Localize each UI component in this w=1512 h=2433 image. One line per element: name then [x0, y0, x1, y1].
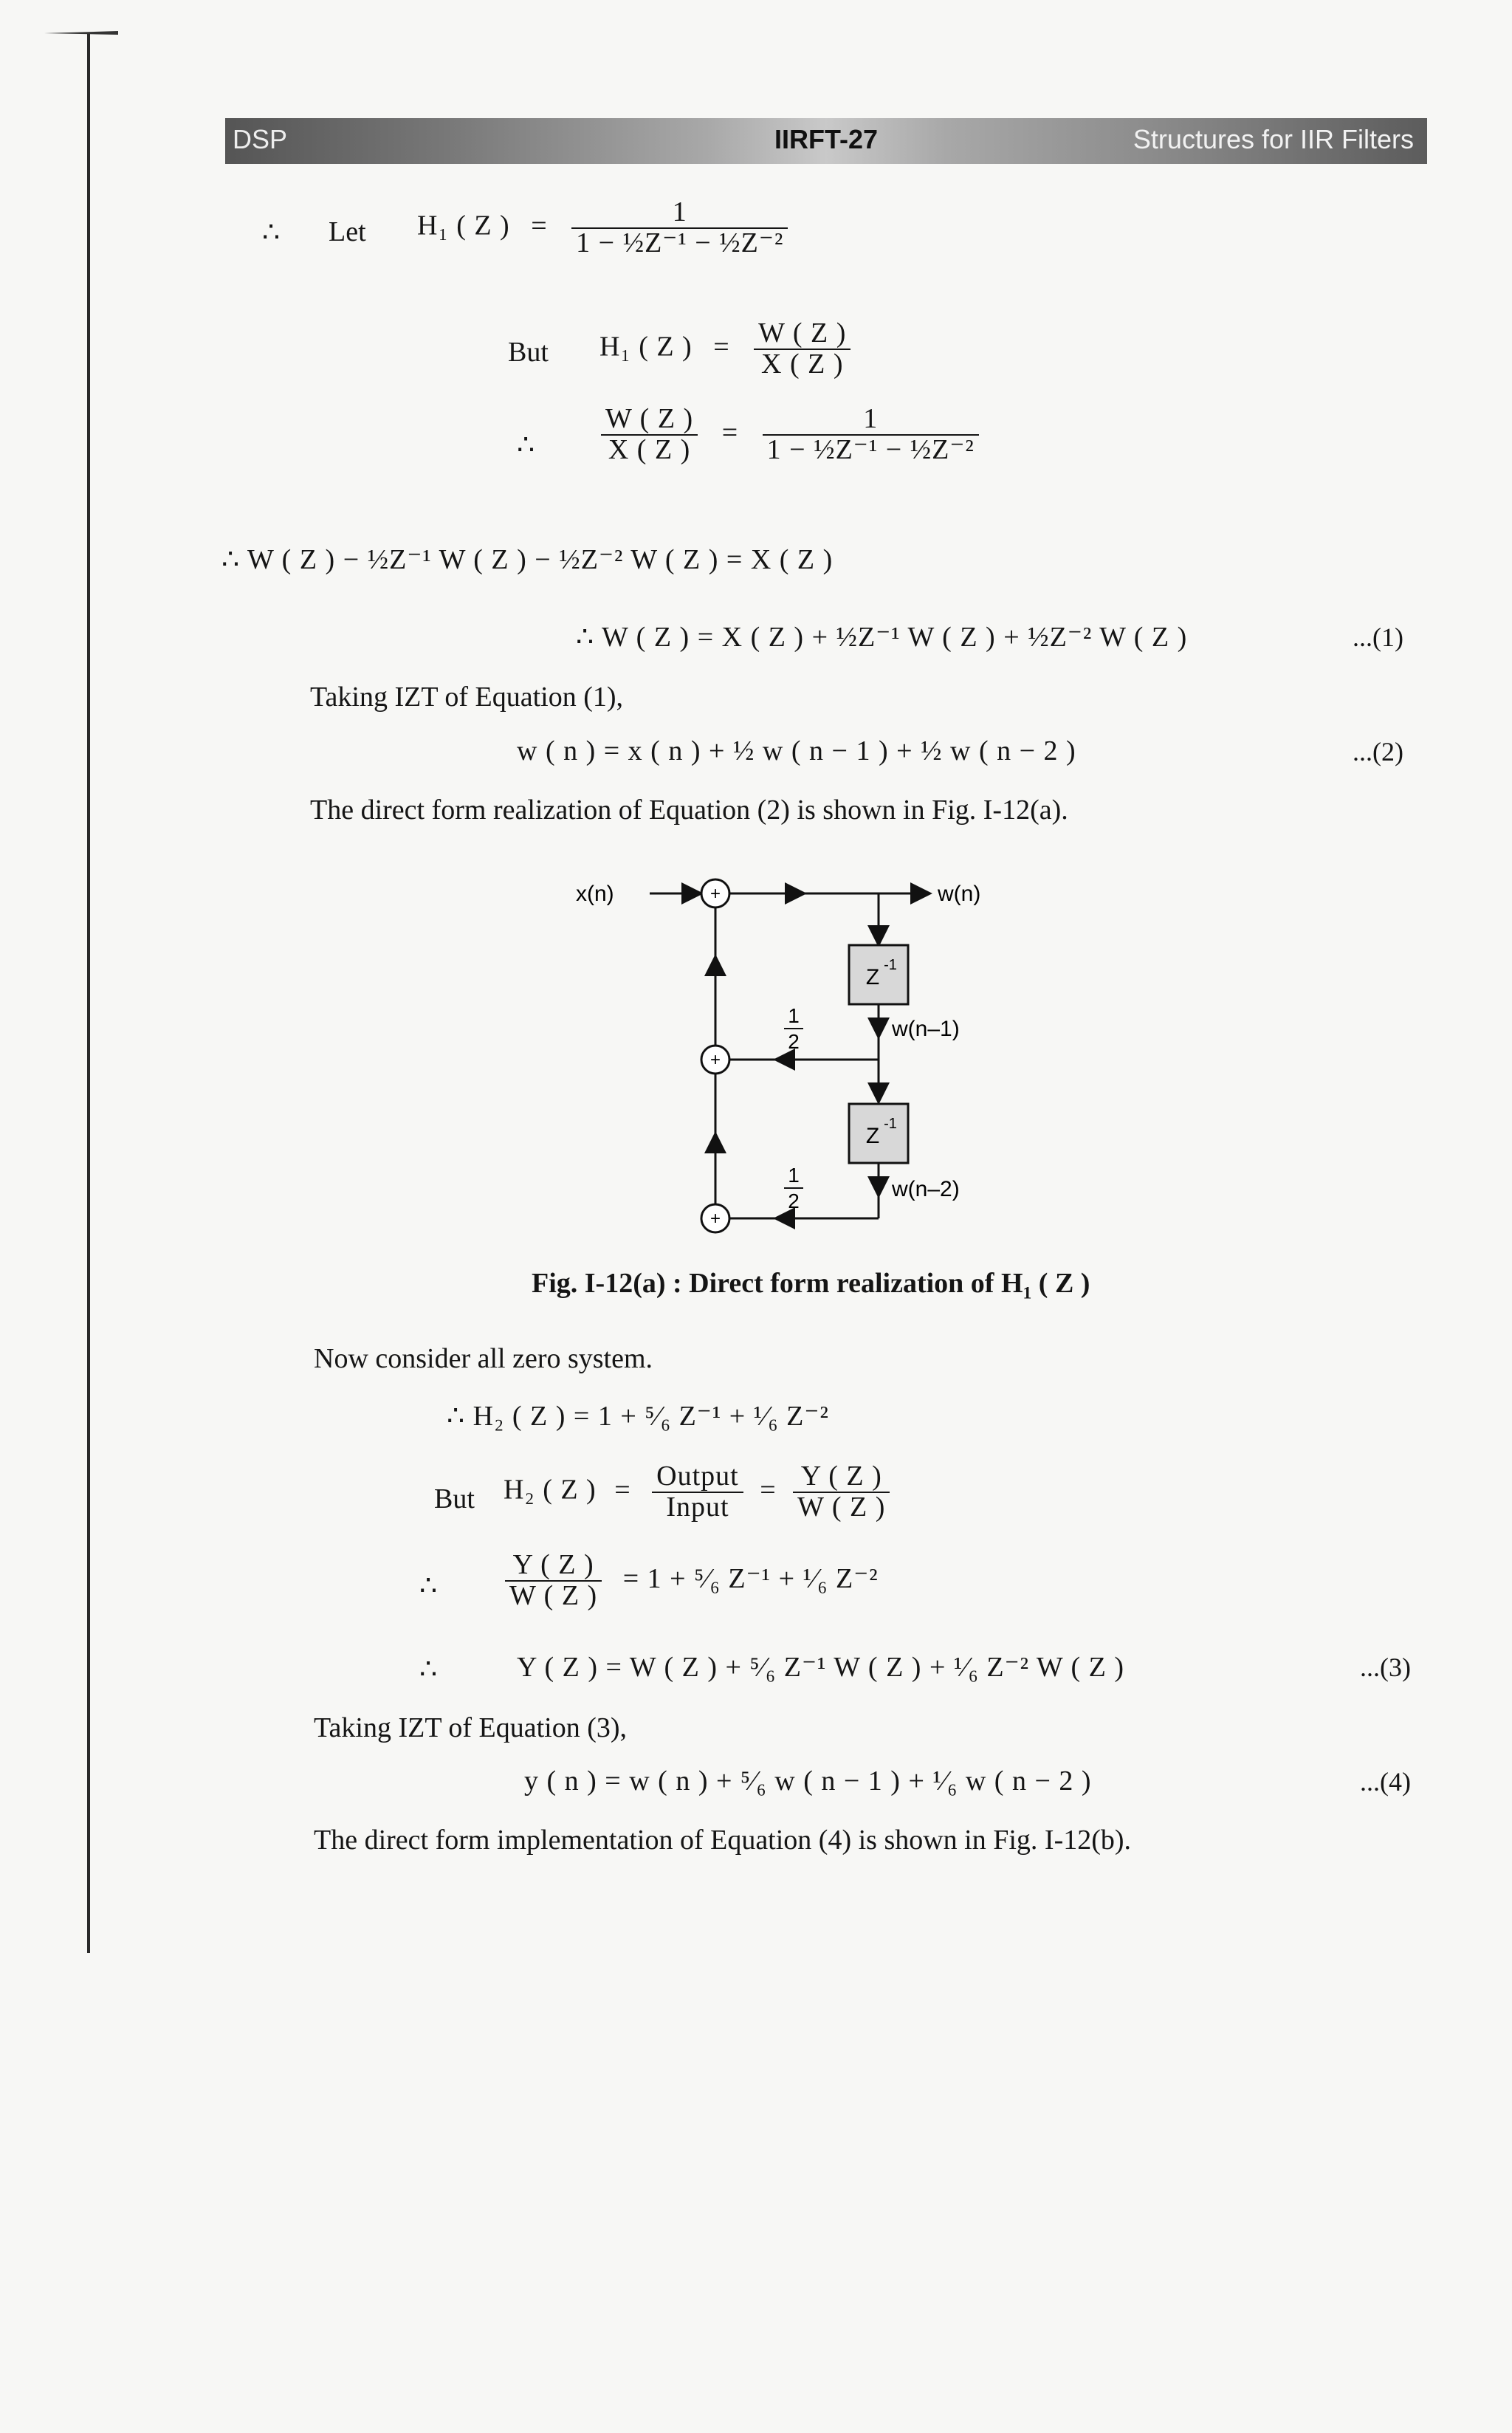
izt-text-1: Taking IZT of Equation (1),: [310, 682, 624, 713]
h1-definition: H₁ ( Z ) = $\frac{1}{\text{1 − ½Z⁻¹ − ½Z⁻²}}$: [417, 198, 791, 258]
svg-text:1: 1: [788, 1004, 800, 1027]
gain-half-2: [784, 1164, 803, 1212]
wz-denominator: W ( Z ): [509, 1579, 598, 1611]
equation-1: ∴ W ( Z ) = X ( Z ) + ½Z⁻¹ W ( Z ) + ½Z⁻² W ( Z ): [576, 622, 1188, 653]
ratio-denominator: X ( Z ): [608, 433, 691, 465]
direct-form-diagram: [568, 860, 1011, 1259]
h1-lhs: H₁ ( Z ): [417, 210, 510, 241]
but-label-1: But: [508, 337, 549, 368]
therefore-symbol-4: ∴: [419, 1654, 438, 1685]
header-page-number: IIRFT-27: [774, 124, 879, 154]
svg-text:+: +: [709, 1050, 721, 1070]
therefore-symbol-2: ∴: [517, 430, 535, 461]
input-label: Input: [666, 1491, 729, 1523]
h2-definition: ∴ H₂ ( Z ) = 1 + ⁵⁄₆ Z⁻¹ + ¹⁄₆ Z⁻²: [447, 1401, 829, 1432]
w-denominator: W ( Z ): [797, 1491, 886, 1523]
h1-denominator: 1 − ½Z⁻¹ − ½Z⁻²: [576, 227, 784, 258]
adder-top: [701, 879, 729, 907]
svg-text:1: 1: [788, 1164, 800, 1187]
y-over-w: [793, 1462, 890, 1523]
figure-caption: [532, 1267, 1090, 1304]
caption-tail: ( Z ): [1031, 1268, 1090, 1299]
delay-block-2: [849, 1104, 908, 1163]
equation-4-number: ...(4): [1360, 1767, 1411, 1797]
transfer-ratio-eq: $\frac{W ( Z )}{X ( Z )}$ = $\frac{1}{\text{1 − ½Z⁻¹ − ½Z⁻²}}$: [598, 405, 982, 465]
w-numerator: W ( Z ): [754, 319, 850, 350]
let-label: Let: [329, 216, 366, 247]
label-w-n-1: w(n–1): [892, 1017, 960, 1041]
h2-lhs: H₂ ( Z ): [504, 1474, 597, 1506]
h1-numerator: 1: [571, 198, 788, 229]
h1-ratio-lhs: H₁ ( Z ): [599, 331, 693, 363]
but-label-2: But: [434, 1483, 475, 1514]
equation-3-number: ...(3): [1360, 1653, 1411, 1682]
svg-text:2: 2: [788, 1030, 800, 1053]
x-denominator: X ( Z ): [761, 348, 844, 380]
ratio-numerator: W ( Z ): [601, 405, 698, 436]
h2-ratio-def: H₂ ( Z ) = $\frac{\text{Output}}{\text{Input}}$ = $\frac{Y ( Z )}{W ( Z )}$: [504, 1462, 893, 1523]
equation-1-number: ...(1): [1353, 622, 1403, 652]
label-w-n-2: w(n–2): [892, 1177, 960, 1201]
svg-text:Z: Z: [865, 1124, 880, 1148]
yz-numerator: Y ( Z ): [505, 1551, 602, 1582]
y-numerator: Y ( Z ): [793, 1462, 890, 1493]
header-right: Structures for IIR Filters: [1133, 124, 1414, 154]
adder-middle: [701, 1046, 729, 1074]
binding-mark: [44, 28, 118, 38]
gain-half-1: [784, 1004, 803, 1053]
therefore-symbol-3: ∴: [419, 1571, 438, 1602]
running-header: [225, 118, 1427, 164]
paragraph-1: The direct form realization of Equation (2) is shown in Fig. I-12(a).: [310, 795, 1068, 826]
svg-text:-1: -1: [884, 957, 897, 973]
caption-subscript: 1: [1023, 1283, 1032, 1303]
expanded-equation: ∴ W ( Z ) − ½Z⁻¹ W ( Z ) − ½Z⁻² W ( Z ) = X ( Z ): [221, 544, 834, 575]
header-left: DSP: [233, 124, 288, 154]
svg-text:-1: -1: [884, 1116, 897, 1132]
equation-2: w ( n ) = x ( n ) + ½ w ( n − 1 ) + ½ w ( n − 2 ): [517, 735, 1076, 766]
w-over-x-fraction: [754, 319, 850, 380]
izt-text-3: Taking IZT of Equation (3),: [314, 1712, 628, 1743]
h2-ratio-eq: [502, 1551, 879, 1611]
h2-ratio-rhs: = 1 + ⁵⁄₆ Z⁻¹ + ¹⁄₆ Z⁻²: [622, 1562, 879, 1594]
label-input: x(n): [576, 882, 614, 906]
ratio-rhs-fraction: [763, 405, 979, 465]
equation-2-number: ...(2): [1353, 737, 1403, 766]
yz-wz-fraction: [505, 1551, 602, 1611]
equation-3: Y ( Z ) = W ( Z ) + ⁵⁄₆ Z⁻¹ W ( Z ) + ¹⁄₆ Z⁻² W ( Z ): [517, 1652, 1125, 1683]
equation-4: y ( n ) = w ( n ) + ⁵⁄₆ w ( n − 1 ) + ¹⁄₆ w ( n − 2 ): [524, 1765, 1092, 1797]
svg-text:2: 2: [788, 1190, 800, 1212]
delay-block-1: [849, 945, 908, 1004]
h1-fraction: [571, 198, 788, 258]
output-over-input: [652, 1462, 743, 1523]
label-output: w(n): [938, 882, 981, 906]
therefore-symbol: ∴: [262, 217, 281, 248]
ratio-rhs-denominator: 1 − ½Z⁻¹ − ½Z⁻²: [766, 433, 975, 465]
wz-xz-fraction: [601, 405, 698, 465]
paragraph-2: The direct form implementation of Equation (4) is shown in Fig. I-12(b).: [314, 1825, 1132, 1856]
output-label: Output: [652, 1462, 743, 1493]
svg-text:Z: Z: [865, 965, 880, 989]
page-binding-edge: [87, 33, 90, 1953]
ratio-rhs-numerator: 1: [763, 405, 979, 436]
caption-text: Fig. I-12(a) : Direct form realization of H: [532, 1268, 1023, 1299]
adder-bottom: [701, 1204, 729, 1232]
svg-text:+: +: [709, 1209, 721, 1229]
all-zero-intro: Now consider all zero system.: [314, 1343, 653, 1374]
svg-text:+: +: [709, 884, 721, 904]
h1-ratio-def: H₁ ( Z ) = $\frac{W ( Z )}{X ( Z )}$: [599, 319, 853, 380]
